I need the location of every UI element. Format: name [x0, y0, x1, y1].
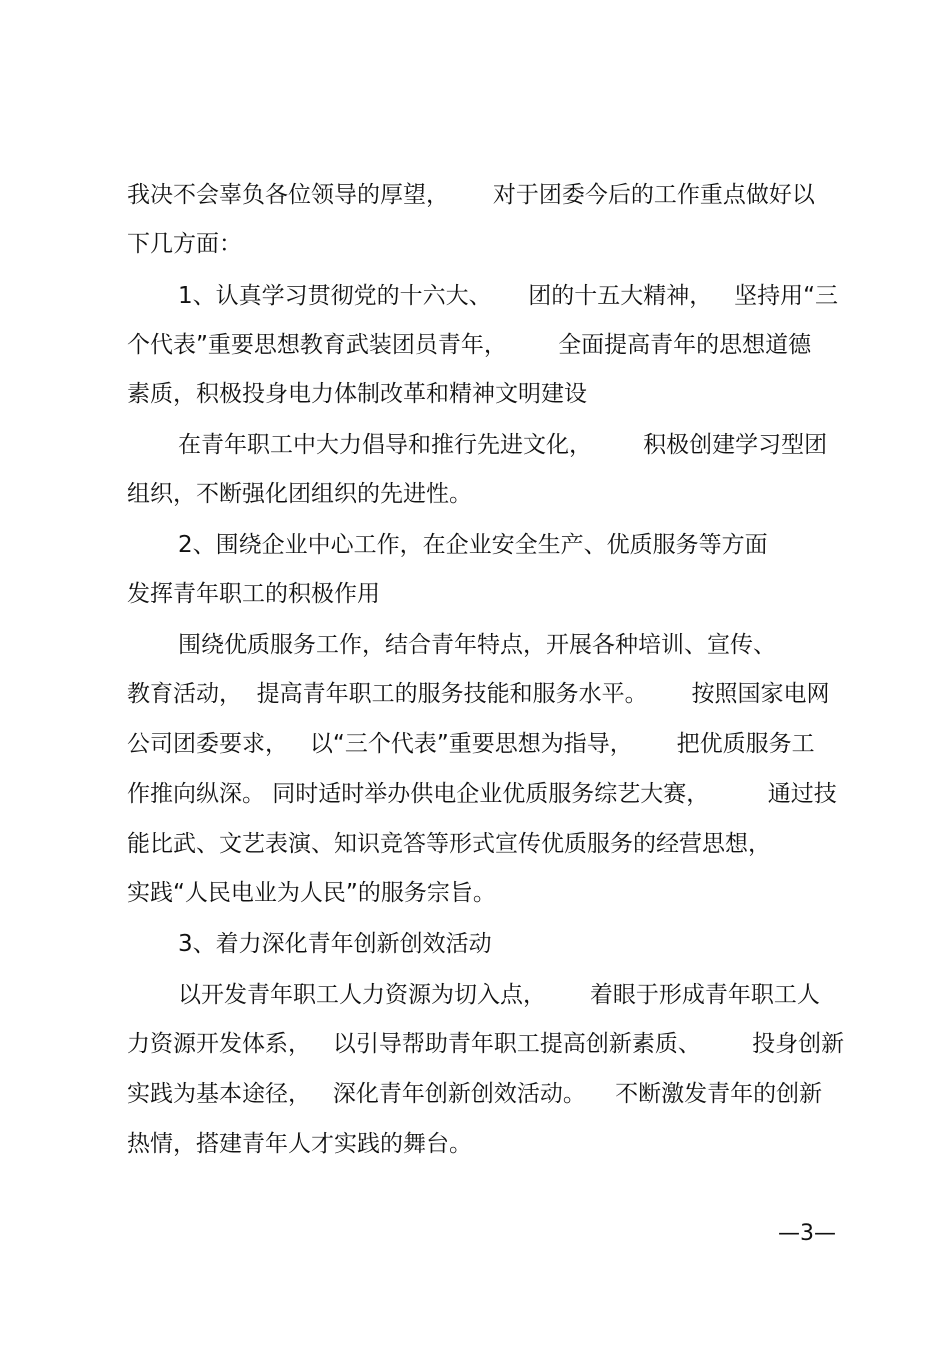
paragraph-line: 下几方面： [127, 231, 242, 257]
section-heading-line: 素质，积极投身电力体制改革和精神文明建设 [127, 381, 587, 407]
paragraph-line: 组织，不断强化团组织的先进性。 [127, 481, 472, 507]
paragraph-line: 教育活动， 提高青年职工的服务技能和服务水平。 按照国家电网 [127, 681, 830, 707]
paragraph-line: 我决不会辜负各位领导的厚望， 对于团委今后的工作重点做好以 [127, 182, 815, 208]
paragraph-line: 作推向纵深。 同时适时举办供电企业优质服务综艺大赛， 通过技 [127, 781, 837, 807]
paragraph-line: 实践“人民电业为人民”的服务宗旨。 [127, 880, 496, 906]
section-heading-line: 3、着力深化青年创新创效活动 [178, 931, 492, 957]
paragraph-line: 能比武、文艺表演、知识竞答等形式宣传优质服务的经营思想， [127, 831, 771, 857]
paragraph-line: 围绕优质服务工作，结合青年特点，开展各种培训、宣传、 [178, 632, 776, 658]
section-heading-line: 2、围绕企业中心工作，在企业安全生产、优质服务等方面 [178, 532, 768, 558]
paragraph-line: 实践为基本途径， 深化青年创新创效活动。 不断激发青年的创新 [127, 1081, 823, 1107]
paragraph-line: 公司团委要求， 以“三个代表”重要思想为指导， 把优质服务工 [127, 731, 815, 757]
paragraph-line: 在青年职工中大力倡导和推行先进文化， 积极创建学习型团 [178, 432, 828, 458]
paragraph-line: 力资源开发体系， 以引导帮助青年职工提高创新素质、 投身创新 [127, 1031, 845, 1057]
page-number: —3— [778, 1221, 836, 1246]
section-heading-line: 发挥青年职工的积极作用 [127, 581, 380, 607]
section-heading-line: 1、认真学习贯彻党的十六大、 团的十五大精神， 坚持用“三 [178, 283, 839, 309]
paragraph-line: 以开发青年职工人力资源为切入点， 着眼于形成青年职工人 [178, 982, 820, 1008]
paragraph-line: 热情，搭建青年人才实践的舞台。 [127, 1131, 472, 1157]
section-heading-line: 个代表”重要思想教育武装团员青年， 全面提高青年的思想道德 [127, 332, 812, 358]
